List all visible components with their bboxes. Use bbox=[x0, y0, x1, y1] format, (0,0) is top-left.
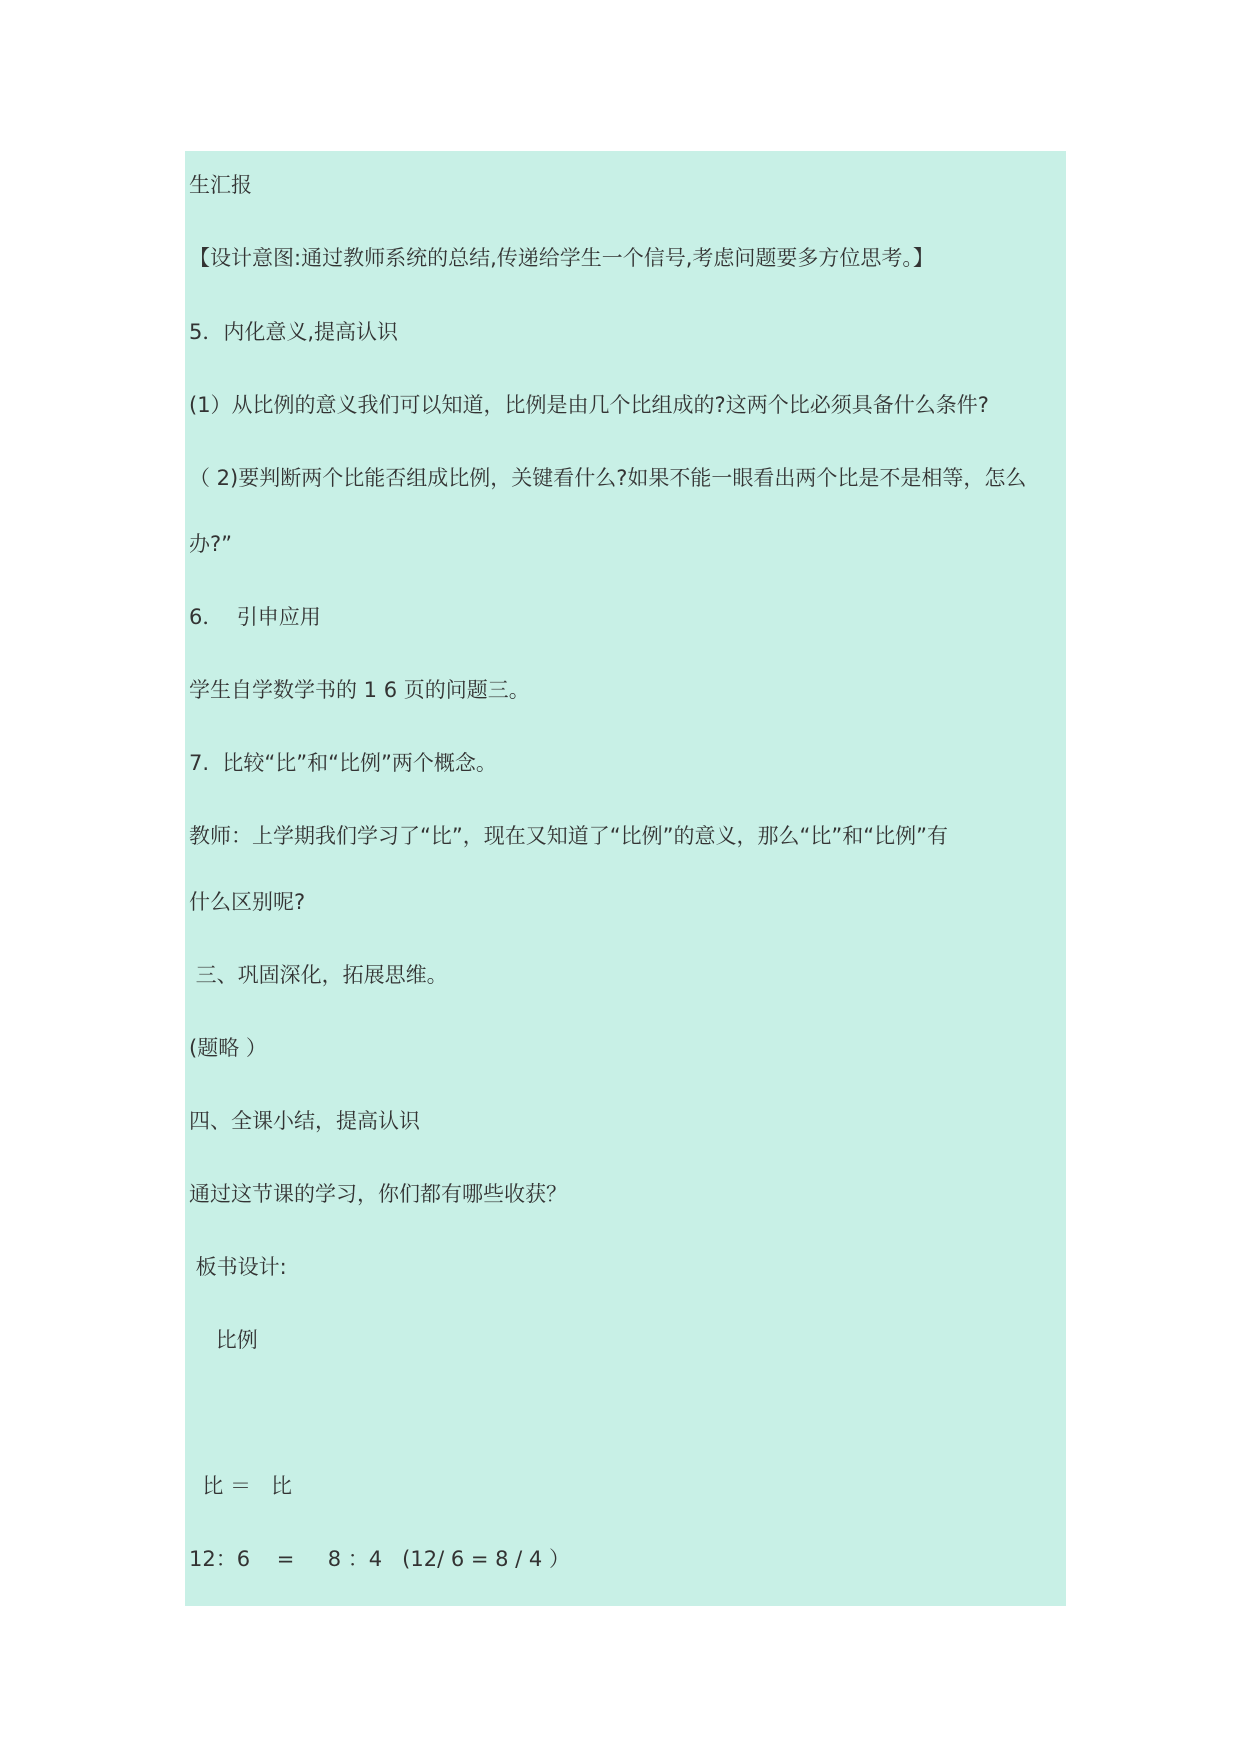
highlight-panel bbox=[185, 151, 1066, 1606]
text-line-3: 5．内化意义,提高认识 bbox=[189, 320, 399, 344]
text-line-19: 12：6 = 8 ：4 (12/ 6 = 8 / 4 ） bbox=[189, 1547, 570, 1571]
text-line-13: (题略 ） bbox=[189, 1036, 267, 1060]
text-line-1: 生汇报 bbox=[189, 173, 252, 197]
text-line-9: 7. 比较“比”和“比例”两个概念。 bbox=[189, 751, 497, 775]
text-line-11: 什么区别呢? bbox=[189, 890, 306, 914]
text-line-14: 四、全课小结，提高认识 bbox=[189, 1109, 420, 1133]
text-line-5: （ 2)要判断两个比能否组成比例，关键看什么?如果不能一眼看出两个比是不是相等，怎么 bbox=[189, 466, 1027, 490]
text-line-18: 比 ＝ 比 bbox=[189, 1474, 293, 1498]
text-line-16: 板书设计: bbox=[189, 1255, 287, 1279]
text-line-4: (1）从比例的意义我们可以知道，比例是由几个比组成的?这两个比必须具备什么条件? bbox=[189, 393, 989, 417]
text-line-15: 通过这节课的学习，你们都有哪些收获？ bbox=[189, 1182, 567, 1206]
text-line-10: 教师：上学期我们学习了“比”，现在又知道了“比例”的意义，那么“比”和“比例”有 bbox=[189, 824, 949, 848]
text-line-17: 比例 bbox=[189, 1328, 258, 1352]
text-line-8: 学生自学数学书的 1 6 页的问题三。 bbox=[189, 678, 530, 702]
text-line-6: 办?” bbox=[189, 532, 233, 556]
text-line-12: 三、巩固深化，拓展思维。 bbox=[189, 963, 448, 987]
text-line-2: 【设计意图:通过教师系统的总结,传递给学生一个信号,考虑问题要多方位思考。】 bbox=[189, 246, 934, 270]
text-line-7: 6． 引申应用 bbox=[189, 605, 321, 629]
